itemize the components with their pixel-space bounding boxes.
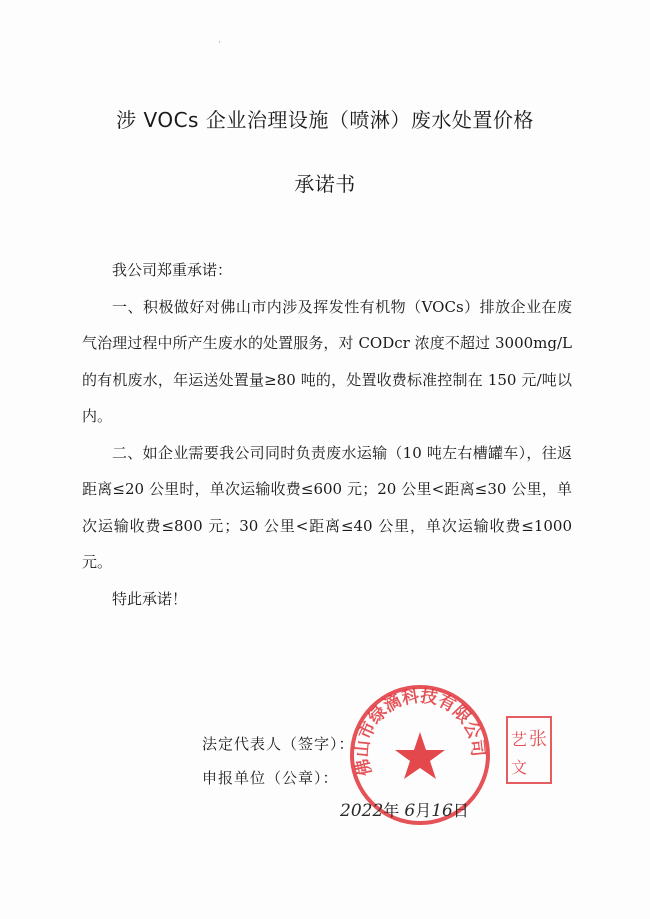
date-year: 2022 <box>340 801 384 821</box>
applicant-unit-label: 申报单位（公章）： <box>202 769 339 787</box>
date-month: 6 <box>404 801 416 821</box>
date-month-unit: 月 <box>415 801 432 820</box>
date-year-unit: 年 <box>383 801 400 820</box>
paragraph-2: 二、如企业需要我公司同时负责废水运输（10 吨左右槽罐车），往返距离≤20 公里时，单次运输收费≤600 元；20 公里<距离≤30 公里，单次运输收费≤800 元；30 公里<距离≤40 公里，单次运输收费≤1000 元。 <box>82 443 572 571</box>
paragraph-1: 一、积极做好对佛山市内涉及挥发性有机物（VOCs）排放企业在废气治理过程中所产生废水的处置服务，对 CODcr 浓度不超过 3000mg/L 的有机废水，年运送处置量≥80 吨的，处置收费标准控制在 150 元/吨以内。 <box>82 297 572 425</box>
closing-statement: 特此承诺！ <box>112 589 188 608</box>
signature-stamp <box>505 715 553 785</box>
document-title-line2: 承诺书 <box>294 172 356 196</box>
document-title-line1: 涉 VOCs 企业治理设施（喷淋）废水处置价格 <box>116 108 534 132</box>
stamp-char-2: 艺 <box>510 730 528 749</box>
scan-mark: · <box>218 38 221 48</box>
salutation: 我公司郑重承诺： <box>112 261 233 279</box>
seal-company-name: 佛山市绿滴科技有限公司 <box>352 686 488 778</box>
stamp-char-1: 张 <box>529 729 547 750</box>
legal-representative-label: 法定代表人（签字）： <box>202 735 355 753</box>
document-date <box>340 798 469 821</box>
date-day: 16 <box>431 801 453 821</box>
seal-star-icon <box>395 732 445 779</box>
stamp-char-3: 文 <box>510 758 528 777</box>
document-body <box>82 252 572 617</box>
date-day-unit: 日 <box>452 801 469 820</box>
